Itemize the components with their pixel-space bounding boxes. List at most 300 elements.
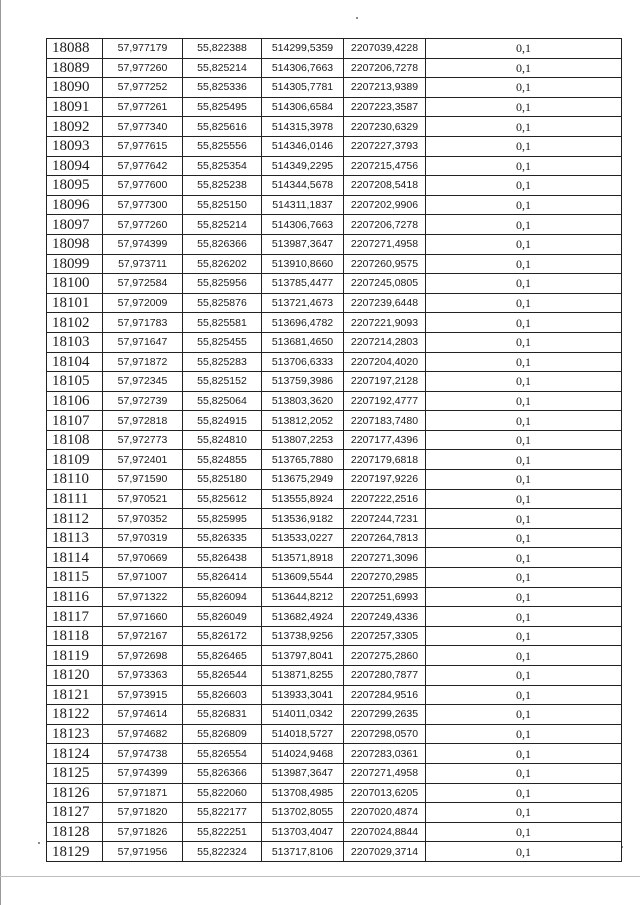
latitude-cell: 57,977615	[103, 136, 183, 156]
latitude-cell: 57,971826	[103, 822, 183, 842]
point-number-cell: 18112	[47, 509, 103, 529]
point-number-cell: 18117	[47, 607, 103, 627]
longitude-cell: 55,822251	[183, 822, 262, 842]
longitude-cell: 55,825956	[183, 274, 262, 294]
coordinates-table	[46, 38, 622, 862]
table-row	[47, 724, 622, 744]
latitude-cell: 57,972167	[103, 626, 183, 646]
longitude-cell: 55,822388	[183, 39, 262, 59]
latitude-cell: 57,970521	[103, 489, 183, 509]
table-row	[47, 842, 622, 862]
y-coordinate-cell: 2207197,9226	[344, 470, 426, 490]
value-cell: 0,1	[426, 176, 622, 196]
point-number-cell: 18118	[47, 626, 103, 646]
latitude-cell: 57,977600	[103, 176, 183, 196]
x-coordinate-cell: 513555,8924	[262, 489, 344, 509]
x-coordinate-cell: 513571,8918	[262, 548, 344, 568]
point-number-cell: 18095	[47, 176, 103, 196]
x-coordinate-cell: 513797,8041	[262, 646, 344, 666]
point-number-cell: 18096	[47, 195, 103, 215]
latitude-cell: 57,972584	[103, 274, 183, 294]
value-cell: 0,1	[426, 430, 622, 450]
value-cell: 0,1	[426, 136, 622, 156]
y-coordinate-cell: 2207183,7480	[344, 411, 426, 431]
value-cell: 0,1	[426, 332, 622, 352]
x-coordinate-cell: 513738,9256	[262, 626, 344, 646]
latitude-cell: 57,971872	[103, 352, 183, 372]
table-row	[47, 666, 622, 686]
y-coordinate-cell: 2207013,6205	[344, 783, 426, 803]
x-coordinate-cell: 513533,0227	[262, 528, 344, 548]
scan-speck	[356, 17, 358, 19]
latitude-cell: 57,971322	[103, 587, 183, 607]
y-coordinate-cell: 2207206,7278	[344, 58, 426, 78]
table-row	[47, 568, 622, 588]
y-coordinate-cell: 2207202,9906	[344, 195, 426, 215]
point-number-cell: 18125	[47, 763, 103, 783]
value-cell: 0,1	[426, 803, 622, 823]
latitude-cell: 57,974399	[103, 234, 183, 254]
latitude-cell: 57,973915	[103, 685, 183, 705]
longitude-cell: 55,824915	[183, 411, 262, 431]
value-cell: 0,1	[426, 274, 622, 294]
latitude-cell: 57,972401	[103, 450, 183, 470]
x-coordinate-cell: 513708,4985	[262, 783, 344, 803]
longitude-cell: 55,826202	[183, 254, 262, 274]
value-cell: 0,1	[426, 685, 622, 705]
y-coordinate-cell: 2207179,6818	[344, 450, 426, 470]
x-coordinate-cell: 514024,9468	[262, 744, 344, 764]
x-coordinate-cell: 513812,2052	[262, 411, 344, 431]
x-coordinate-cell: 513721,4673	[262, 293, 344, 313]
table-row	[47, 646, 622, 666]
latitude-cell: 57,977260	[103, 215, 183, 235]
x-coordinate-cell: 513702,8055	[262, 803, 344, 823]
y-coordinate-cell: 2207024,8844	[344, 822, 426, 842]
longitude-cell: 55,826094	[183, 587, 262, 607]
latitude-cell: 57,977340	[103, 117, 183, 137]
value-cell: 0,1	[426, 234, 622, 254]
longitude-cell: 55,826366	[183, 763, 262, 783]
value-cell: 0,1	[426, 509, 622, 529]
latitude-cell: 57,971871	[103, 783, 183, 803]
value-cell: 0,1	[426, 528, 622, 548]
longitude-cell: 55,826465	[183, 646, 262, 666]
y-coordinate-cell: 2207204,4020	[344, 352, 426, 372]
point-number-cell: 18098	[47, 234, 103, 254]
value-cell: 0,1	[426, 450, 622, 470]
latitude-cell: 57,972739	[103, 391, 183, 411]
y-coordinate-cell: 2207264,7813	[344, 528, 426, 548]
y-coordinate-cell: 2207214,2803	[344, 332, 426, 352]
x-coordinate-cell: 513681,4650	[262, 332, 344, 352]
longitude-cell: 55,825214	[183, 58, 262, 78]
table-row	[47, 332, 622, 352]
point-number-cell: 18091	[47, 97, 103, 117]
table-row	[47, 763, 622, 783]
y-coordinate-cell: 2207260,9575	[344, 254, 426, 274]
table-row	[47, 822, 622, 842]
scan-speck	[38, 842, 40, 844]
longitude-cell: 55,826603	[183, 685, 262, 705]
x-coordinate-cell: 513807,2253	[262, 430, 344, 450]
longitude-cell: 55,825616	[183, 117, 262, 137]
point-number-cell: 18121	[47, 685, 103, 705]
x-coordinate-cell: 514306,7663	[262, 215, 344, 235]
latitude-cell: 57,974614	[103, 705, 183, 725]
value-cell: 0,1	[426, 254, 622, 274]
y-coordinate-cell: 2207275,2860	[344, 646, 426, 666]
value-cell: 0,1	[426, 705, 622, 725]
point-number-cell: 18113	[47, 528, 103, 548]
x-coordinate-cell: 514011,0342	[262, 705, 344, 725]
value-cell: 0,1	[426, 607, 622, 627]
longitude-cell: 55,825152	[183, 372, 262, 392]
latitude-cell: 57,971956	[103, 842, 183, 862]
y-coordinate-cell: 2207029,3714	[344, 842, 426, 862]
x-coordinate-cell: 513717,8106	[262, 842, 344, 862]
point-number-cell: 18128	[47, 822, 103, 842]
point-number-cell: 18102	[47, 313, 103, 333]
y-coordinate-cell: 2207215,4756	[344, 156, 426, 176]
table-row	[47, 607, 622, 627]
longitude-cell: 55,825354	[183, 156, 262, 176]
x-coordinate-cell: 513682,4924	[262, 607, 344, 627]
table-row	[47, 391, 622, 411]
x-coordinate-cell: 514305,7781	[262, 78, 344, 98]
latitude-cell: 57,974738	[103, 744, 183, 764]
latitude-cell: 57,977179	[103, 39, 183, 59]
table-row	[47, 411, 622, 431]
y-coordinate-cell: 2207244,7231	[344, 509, 426, 529]
point-number-cell: 18101	[47, 293, 103, 313]
x-coordinate-cell: 513644,8212	[262, 587, 344, 607]
latitude-cell: 57,972345	[103, 372, 183, 392]
value-cell: 0,1	[426, 411, 622, 431]
longitude-cell: 55,826554	[183, 744, 262, 764]
latitude-cell: 57,971007	[103, 568, 183, 588]
y-coordinate-cell: 2207213,9389	[344, 78, 426, 98]
table-row	[47, 39, 622, 59]
table-row	[47, 293, 622, 313]
x-coordinate-cell: 514299,5359	[262, 39, 344, 59]
y-coordinate-cell: 2207249,4336	[344, 607, 426, 627]
table-row	[47, 136, 622, 156]
point-number-cell: 18116	[47, 587, 103, 607]
value-cell: 0,1	[426, 489, 622, 509]
coordinates-table-container	[46, 38, 622, 862]
longitude-cell: 55,825495	[183, 97, 262, 117]
x-coordinate-cell: 513675,2949	[262, 470, 344, 490]
coordinates-table-body	[47, 39, 622, 862]
latitude-cell: 57,973711	[103, 254, 183, 274]
point-number-cell: 18108	[47, 430, 103, 450]
table-row	[47, 685, 622, 705]
x-coordinate-cell: 514349,2295	[262, 156, 344, 176]
latitude-cell: 57,970669	[103, 548, 183, 568]
bottom-rule	[0, 876, 640, 877]
y-coordinate-cell: 2207192,4777	[344, 391, 426, 411]
y-coordinate-cell: 2207223,3587	[344, 97, 426, 117]
table-row	[47, 117, 622, 137]
point-number-cell: 18097	[47, 215, 103, 235]
x-coordinate-cell: 514311,1837	[262, 195, 344, 215]
x-coordinate-cell: 514315,3978	[262, 117, 344, 137]
longitude-cell: 55,825180	[183, 470, 262, 490]
latitude-cell: 57,973363	[103, 666, 183, 686]
scan-left-edge	[0, 0, 1, 905]
value-cell: 0,1	[426, 372, 622, 392]
latitude-cell: 57,972773	[103, 430, 183, 450]
x-coordinate-cell: 514346,0146	[262, 136, 344, 156]
longitude-cell: 55,826831	[183, 705, 262, 725]
point-number-cell: 18103	[47, 332, 103, 352]
point-number-cell: 18092	[47, 117, 103, 137]
latitude-cell: 57,974682	[103, 724, 183, 744]
value-cell: 0,1	[426, 842, 622, 862]
latitude-cell: 57,977261	[103, 97, 183, 117]
table-row	[47, 156, 622, 176]
y-coordinate-cell: 2207271,4958	[344, 234, 426, 254]
value-cell: 0,1	[426, 666, 622, 686]
x-coordinate-cell: 513765,7880	[262, 450, 344, 470]
value-cell: 0,1	[426, 470, 622, 490]
value-cell: 0,1	[426, 215, 622, 235]
value-cell: 0,1	[426, 391, 622, 411]
y-coordinate-cell: 2207177,4396	[344, 430, 426, 450]
y-coordinate-cell: 2207271,3096	[344, 548, 426, 568]
x-coordinate-cell: 514018,5727	[262, 724, 344, 744]
table-row	[47, 78, 622, 98]
longitude-cell: 55,824810	[183, 430, 262, 450]
latitude-cell: 57,971660	[103, 607, 183, 627]
value-cell: 0,1	[426, 724, 622, 744]
value-cell: 0,1	[426, 763, 622, 783]
table-row	[47, 548, 622, 568]
value-cell: 0,1	[426, 58, 622, 78]
longitude-cell: 55,826366	[183, 234, 262, 254]
value-cell: 0,1	[426, 822, 622, 842]
x-coordinate-cell: 514306,7663	[262, 58, 344, 78]
point-number-cell: 18120	[47, 666, 103, 686]
table-row	[47, 803, 622, 823]
y-coordinate-cell: 2207283,0361	[344, 744, 426, 764]
point-number-cell: 18129	[47, 842, 103, 862]
point-number-cell: 18106	[47, 391, 103, 411]
point-number-cell: 18089	[47, 58, 103, 78]
y-coordinate-cell: 2207197,2128	[344, 372, 426, 392]
latitude-cell: 57,974399	[103, 763, 183, 783]
latitude-cell: 57,977260	[103, 58, 183, 78]
x-coordinate-cell: 513910,8660	[262, 254, 344, 274]
value-cell: 0,1	[426, 195, 622, 215]
latitude-cell: 57,977252	[103, 78, 183, 98]
latitude-cell: 57,971820	[103, 803, 183, 823]
point-number-cell: 18122	[47, 705, 103, 725]
table-row	[47, 489, 622, 509]
y-coordinate-cell: 2207222,2516	[344, 489, 426, 509]
value-cell: 0,1	[426, 78, 622, 98]
value-cell: 0,1	[426, 293, 622, 313]
table-row	[47, 509, 622, 529]
y-coordinate-cell: 2207257,3305	[344, 626, 426, 646]
value-cell: 0,1	[426, 548, 622, 568]
x-coordinate-cell: 513987,3647	[262, 234, 344, 254]
table-row	[47, 450, 622, 470]
point-number-cell: 18126	[47, 783, 103, 803]
latitude-cell: 57,972818	[103, 411, 183, 431]
x-coordinate-cell: 513803,3620	[262, 391, 344, 411]
x-coordinate-cell: 513987,3647	[262, 763, 344, 783]
point-number-cell: 18100	[47, 274, 103, 294]
point-number-cell: 18111	[47, 489, 103, 509]
longitude-cell: 55,825556	[183, 136, 262, 156]
latitude-cell: 57,971783	[103, 313, 183, 333]
longitude-cell: 55,825455	[183, 332, 262, 352]
longitude-cell: 55,826809	[183, 724, 262, 744]
longitude-cell: 55,826438	[183, 548, 262, 568]
longitude-cell: 55,825336	[183, 78, 262, 98]
x-coordinate-cell: 513706,6333	[262, 352, 344, 372]
longitude-cell: 55,825876	[183, 293, 262, 313]
point-number-cell: 18104	[47, 352, 103, 372]
table-row	[47, 705, 622, 725]
table-row	[47, 97, 622, 117]
latitude-cell: 57,977300	[103, 195, 183, 215]
latitude-cell: 57,970319	[103, 528, 183, 548]
longitude-cell: 55,826544	[183, 666, 262, 686]
longitude-cell: 55,825150	[183, 195, 262, 215]
table-row	[47, 528, 622, 548]
longitude-cell: 55,825238	[183, 176, 262, 196]
y-coordinate-cell: 2207280,7877	[344, 666, 426, 686]
x-coordinate-cell: 513933,3041	[262, 685, 344, 705]
point-number-cell: 18109	[47, 450, 103, 470]
y-coordinate-cell: 2207020,4874	[344, 803, 426, 823]
table-row	[47, 234, 622, 254]
point-number-cell: 18107	[47, 411, 103, 431]
longitude-cell: 55,822060	[183, 783, 262, 803]
value-cell: 0,1	[426, 39, 622, 59]
table-row	[47, 430, 622, 450]
x-coordinate-cell: 513785,4477	[262, 274, 344, 294]
table-row	[47, 783, 622, 803]
latitude-cell: 57,972698	[103, 646, 183, 666]
x-coordinate-cell: 514344,5678	[262, 176, 344, 196]
longitude-cell: 55,825064	[183, 391, 262, 411]
table-row	[47, 470, 622, 490]
y-coordinate-cell: 2207039,4228	[344, 39, 426, 59]
table-row	[47, 274, 622, 294]
value-cell: 0,1	[426, 646, 622, 666]
y-coordinate-cell: 2207230,6329	[344, 117, 426, 137]
latitude-cell: 57,977642	[103, 156, 183, 176]
x-coordinate-cell: 513759,3986	[262, 372, 344, 392]
latitude-cell: 57,970352	[103, 509, 183, 529]
table-row	[47, 176, 622, 196]
point-number-cell: 18094	[47, 156, 103, 176]
value-cell: 0,1	[426, 156, 622, 176]
point-number-cell: 18114	[47, 548, 103, 568]
y-coordinate-cell: 2207245,0805	[344, 274, 426, 294]
point-number-cell: 18110	[47, 470, 103, 490]
latitude-cell: 57,971647	[103, 332, 183, 352]
longitude-cell: 55,826335	[183, 528, 262, 548]
longitude-cell: 55,826172	[183, 626, 262, 646]
longitude-cell: 55,825995	[183, 509, 262, 529]
point-number-cell: 18090	[47, 78, 103, 98]
y-coordinate-cell: 2207271,4958	[344, 763, 426, 783]
latitude-cell: 57,972009	[103, 293, 183, 313]
point-number-cell: 18088	[47, 39, 103, 59]
y-coordinate-cell: 2207284,9516	[344, 685, 426, 705]
point-number-cell: 18119	[47, 646, 103, 666]
y-coordinate-cell: 2207298,0570	[344, 724, 426, 744]
table-row	[47, 744, 622, 764]
point-number-cell: 18115	[47, 568, 103, 588]
table-row	[47, 215, 622, 235]
point-number-cell: 18099	[47, 254, 103, 274]
point-number-cell: 18093	[47, 136, 103, 156]
table-row	[47, 626, 622, 646]
longitude-cell: 55,825581	[183, 313, 262, 333]
y-coordinate-cell: 2207299,2635	[344, 705, 426, 725]
longitude-cell: 55,822324	[183, 842, 262, 862]
x-coordinate-cell: 513536,9182	[262, 509, 344, 529]
value-cell: 0,1	[426, 626, 622, 646]
table-row	[47, 587, 622, 607]
x-coordinate-cell: 513703,4047	[262, 822, 344, 842]
point-number-cell: 18124	[47, 744, 103, 764]
x-coordinate-cell: 514306,6584	[262, 97, 344, 117]
x-coordinate-cell: 513696,4782	[262, 313, 344, 333]
longitude-cell: 55,825612	[183, 489, 262, 509]
value-cell: 0,1	[426, 97, 622, 117]
point-number-cell: 18105	[47, 372, 103, 392]
longitude-cell: 55,826414	[183, 568, 262, 588]
value-cell: 0,1	[426, 587, 622, 607]
value-cell: 0,1	[426, 744, 622, 764]
table-row	[47, 58, 622, 78]
value-cell: 0,1	[426, 313, 622, 333]
x-coordinate-cell: 513609,5544	[262, 568, 344, 588]
y-coordinate-cell: 2207221,9093	[344, 313, 426, 333]
value-cell: 0,1	[426, 568, 622, 588]
y-coordinate-cell: 2207206,7278	[344, 215, 426, 235]
longitude-cell: 55,826049	[183, 607, 262, 627]
x-coordinate-cell: 513871,8255	[262, 666, 344, 686]
y-coordinate-cell: 2207270,2985	[344, 568, 426, 588]
y-coordinate-cell: 2207227,3793	[344, 136, 426, 156]
table-row	[47, 195, 622, 215]
value-cell: 0,1	[426, 352, 622, 372]
latitude-cell: 57,971590	[103, 470, 183, 490]
longitude-cell: 55,822177	[183, 803, 262, 823]
y-coordinate-cell: 2207251,6993	[344, 587, 426, 607]
longitude-cell: 55,824855	[183, 450, 262, 470]
table-row	[47, 313, 622, 333]
longitude-cell: 55,825283	[183, 352, 262, 372]
table-row	[47, 254, 622, 274]
y-coordinate-cell: 2207239,6448	[344, 293, 426, 313]
point-number-cell: 18127	[47, 803, 103, 823]
point-number-cell: 18123	[47, 724, 103, 744]
table-row	[47, 372, 622, 392]
value-cell: 0,1	[426, 783, 622, 803]
y-coordinate-cell: 2207208,5418	[344, 176, 426, 196]
value-cell: 0,1	[426, 117, 622, 137]
table-row	[47, 352, 622, 372]
